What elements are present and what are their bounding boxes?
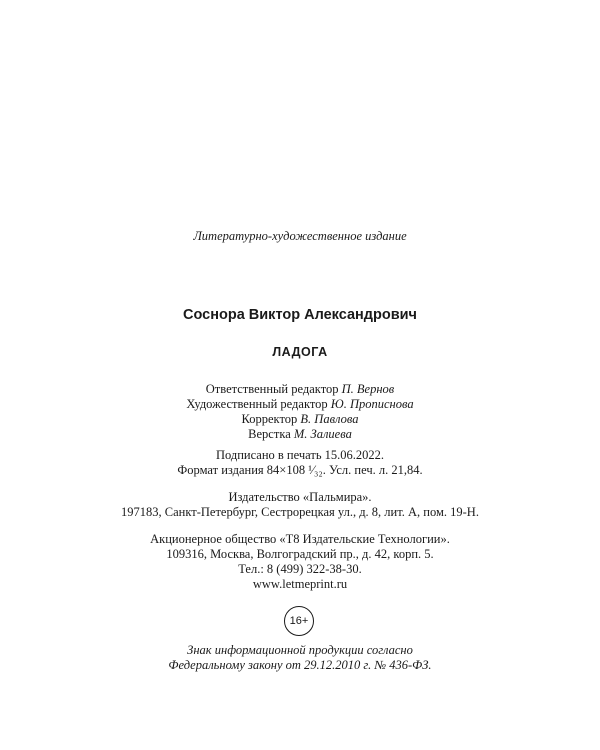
printer-block (0, 532, 600, 592)
printer-website: www.letmeprint.ru (252, 577, 348, 591)
credit-person: М. Залиева (293, 427, 352, 441)
publisher-block (0, 490, 600, 520)
credits-block (0, 382, 600, 442)
credit-line (0, 427, 600, 442)
publisher-address: 197183, Санкт-Петербург, Сестрорецкая ул., д. 8, лит. А, пом. 19-Н. (121, 505, 479, 519)
credit-line (0, 382, 600, 397)
printer-name: Акционерное общество «Т8 Издательские Технологии». (150, 532, 450, 546)
age-note-block (0, 643, 600, 673)
age-rating-badge (284, 606, 314, 636)
author-name: Соснора Виктор Александрович (183, 307, 417, 323)
age-note-line: Знак информационной продукции согласно (187, 643, 413, 657)
book-title: ЛАДОГА (272, 345, 328, 359)
print-info-block (0, 448, 600, 478)
credit-role: Художественный редактор (186, 397, 328, 411)
credit-role: Корректор (241, 412, 298, 426)
publisher-name: Издательство «Пальмира». (228, 490, 372, 504)
age-rating-label: 16+ (289, 615, 309, 627)
credit-person: П. Вернов (341, 382, 395, 396)
age-note-line: Федеральному закону от 29.12.2010 г. № 436-ФЗ. (168, 658, 432, 672)
print-format: Формат издания 84×108 ¹⁄₃₂. Усл. печ. л. 21,84. (177, 463, 423, 477)
printer-address: 109316, Москва, Волгоградский пр., д. 42, корп. 5. (166, 547, 434, 561)
credit-role: Ответственный редактор (205, 382, 339, 396)
print-signed-date: Подписано в печать 15.06.2022. (215, 448, 385, 462)
credit-line (0, 412, 600, 427)
printer-phone: Тел.: 8 (499) 322-38-30. (238, 562, 362, 576)
credit-person: В. Павлова (300, 412, 359, 426)
credit-line (0, 397, 600, 412)
credit-person: Ю. Прописнова (330, 397, 414, 411)
credit-role: Верстка (248, 427, 291, 441)
edition-type: Литературно-художественное издание (193, 229, 407, 243)
